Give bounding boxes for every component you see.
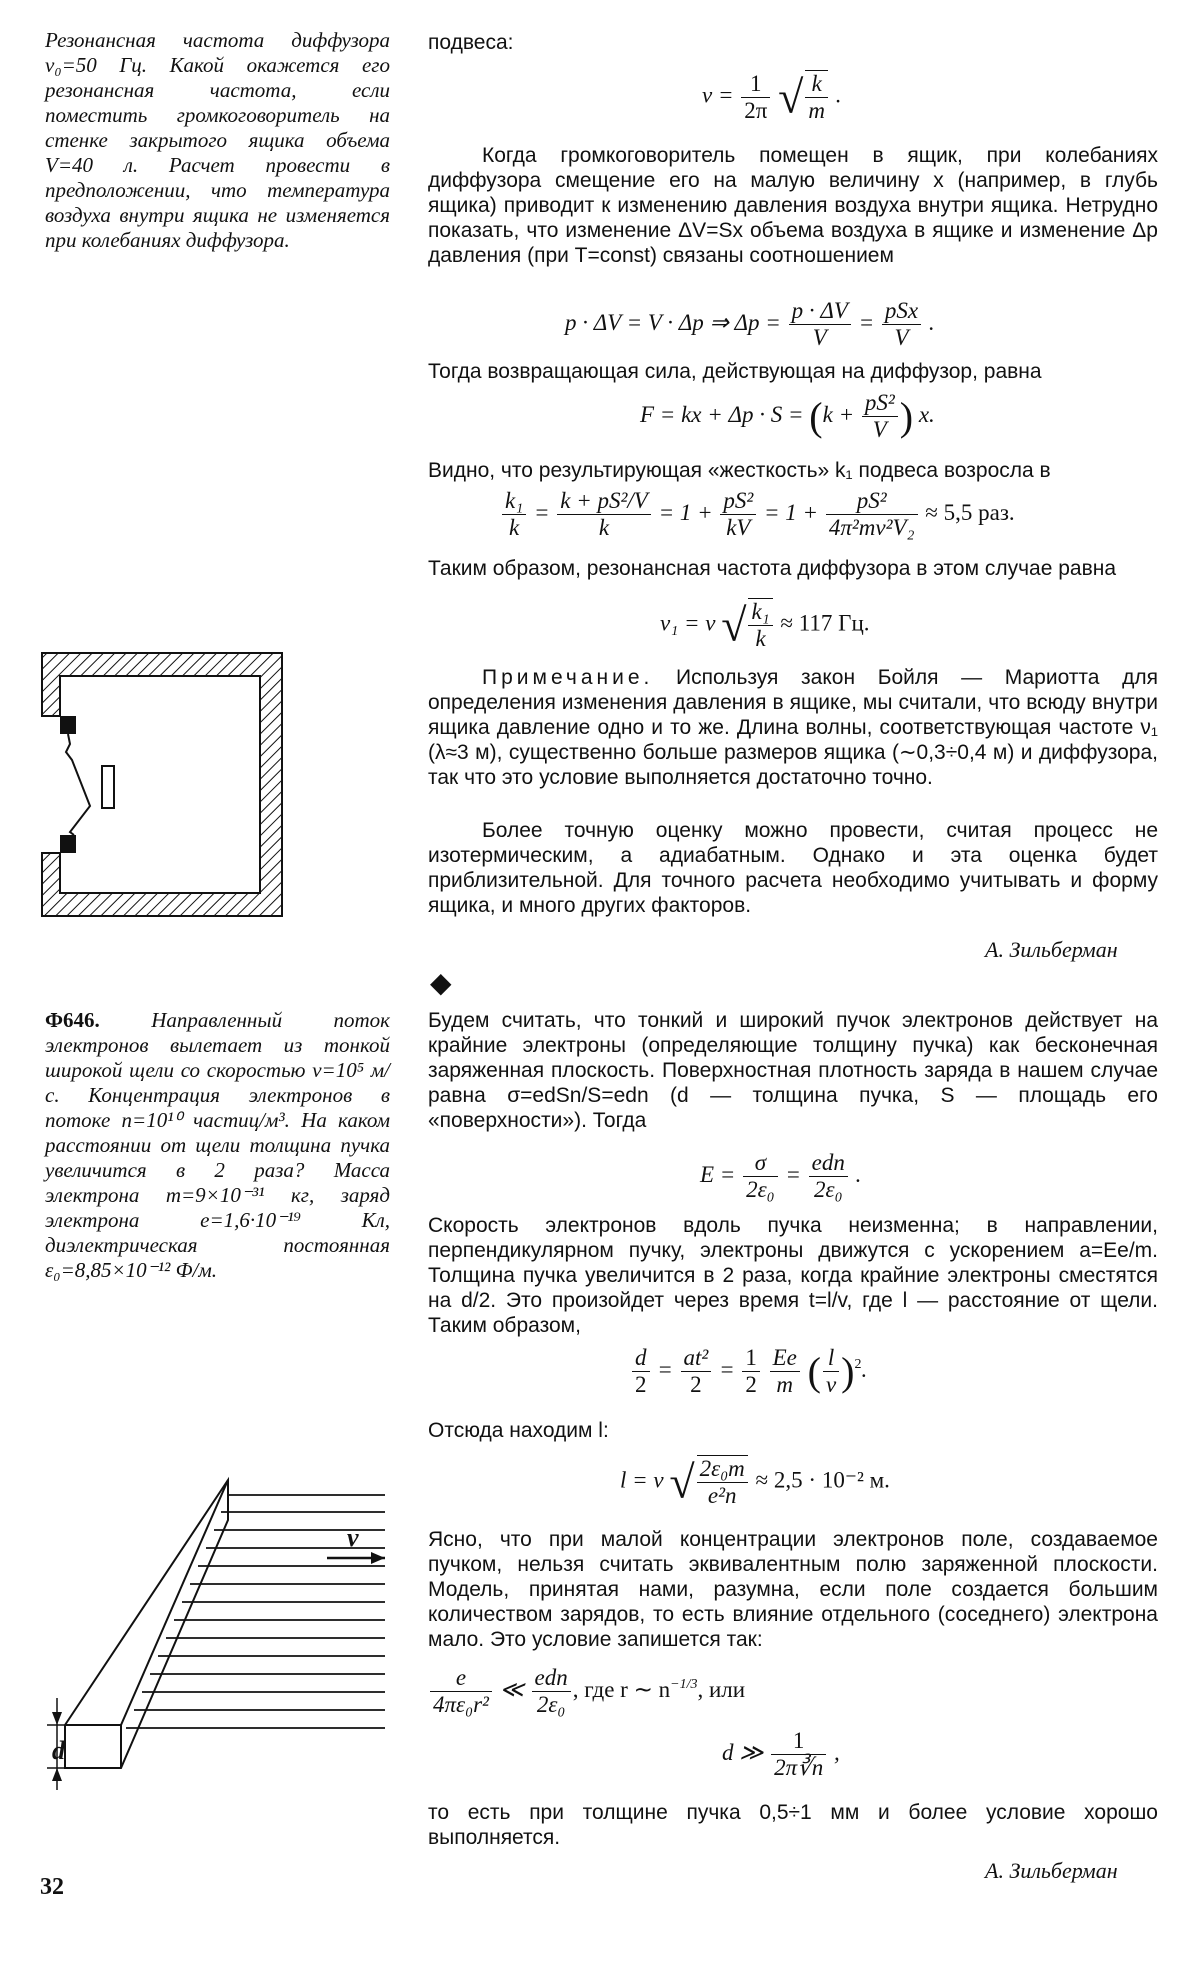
equation-distance: l = v √ $\frac{\text{2ε₀m}}{\text{e²n}}$ ≈ 2,5 · 10⁻² м. bbox=[620, 1456, 890, 1508]
page-number: 32 bbox=[40, 1874, 64, 1900]
problem-statement-resonance: Резонансная частота диффузора ν₀=50 Гц. Какой окажется его резонансная частота, если поместить громкоговоритель на стенке закрытого ящика объема V=40 л. Расчет провести в предположении, что температура воздуха внутри ящика не изменяется при колебаниях диффузора. bbox=[45, 28, 390, 252]
top-word: подвеса: bbox=[428, 31, 514, 54]
equation-nu1: ν₁ = ν √ $\frac{\text{k₁}}{k}$ ≈ 117 Гц. bbox=[660, 599, 870, 651]
paragraph-conclusion: то есть при толщине пучка 0,5÷1 мм и более условие хорошо выполняется. bbox=[428, 1801, 1158, 1849]
paragraph-acceleration: Скорость электронов вдоль пучка неизменна; в направлении, перпендикулярном пучку, электроны движутся с ускорением a=Ee/m. Толщина пучка увеличится в 2 раза, когда крайние электроны сместятся на d/2. Это произойдет через время t=l/v, где l — расстояние от щели. Таким образом, bbox=[428, 1214, 1158, 1337]
equation-displacement: $\frac{d}{2}$ = $\frac{\text{at²}}{2}$ = $\frac{1}{2}$ $\frac{Ee}{m}$ ( $\frac{l}{v}$ )$^2$. bbox=[630, 1345, 867, 1398]
paragraph-note: Примечание. Используя закон Бойля — Мариотта для определения изменения давления в ящике, мы считали, что всюду внутри ящика давление одно и то же. Длина волны, соответствующая частоте ν₁ (λ≈3 м), существенно больше размеров ящика (∼0,3÷0,4 м) и диффузора, так что это условие выполняется достаточно точно. bbox=[428, 666, 1158, 789]
equation-stiffness-ratio: $\frac{\text{k₁}}{k}$ = $\frac{\text{k + pS²/V}}{k}$ = 1 + $\frac{\text{pS²}}{kV}$ = 1 + $\frac{\text{pS²}}{\text{4π²mν²V₂}}$ ≈ 5,5 раз. bbox=[500, 488, 1015, 541]
paragraph-adiabatic: Более точную оценку можно провести, считая процесс не изотермическим, а адиабатным. Однако и эта оценка будет приблизительной. Для точного расчета необходимо учитывать и форму ящика, и много других факторов. bbox=[428, 819, 1158, 917]
paragraph-resonance-result: Таким образом, резонансная частота диффузора в этом случае равна bbox=[428, 557, 1117, 580]
equation-thickness-bound: d ≫ $\frac{1}{2\pi∛n}$ , bbox=[722, 1728, 840, 1780]
speaker-box-figure bbox=[40, 648, 320, 928]
paragraph-find-l: Отсюда находим l: bbox=[428, 1419, 609, 1442]
equation-field: E = $\frac{\sigma}{\text{2ε₀}}$ = $\frac{\text{edn}}{\text{2ε₀}}$ . bbox=[700, 1150, 862, 1202]
equation-condition: $\frac{e}{\text{4πε₀r²}}$ ≪ $\frac{\text{edn}}{\text{2ε₀}}$ , где r ∼ $n^{-1/3}$, или bbox=[428, 1665, 745, 1718]
velocity-label: v bbox=[347, 1523, 359, 1552]
paragraph-force: Тогда возвращающая сила, действующая на диффузор, равна bbox=[428, 360, 1042, 383]
thickness-label: d bbox=[52, 1736, 65, 1765]
paragraph-stiffness: Видно, что результирующая «жесткость» k₁ подвеса возросла в bbox=[428, 459, 1051, 482]
paragraph-box-pressure: Когда громкоговоритель помещен в ящик, при колебаниях диффузора смещение его на малую величину x (например, в глубь ящика) приводит к изменению давления воздуха внутри ящика. Нетрудно показать, что изменение ΔV=Sx объема воздуха в ящике и изменение Δp давления (при T=const) связаны соотношением bbox=[428, 144, 1158, 267]
electron-beam-figure bbox=[45, 1450, 405, 1790]
paragraph-electron-plane: Будем считать, что тонкий и широкий пучок электронов действует на крайние электроны (определяющие толщину пучка) как бесконечная заряженная плоскость. Поверхностная плотность заряда в нашем случае равна σ=edSn/S=edn (d — толщина пучка, S — площадь его «поверхности»). Тогда bbox=[428, 1009, 1158, 1132]
author-signature-1: А. Зильберман bbox=[985, 937, 1118, 962]
paragraph-model-validity: Ясно, что при малой концентрации электронов поле, создаваемое пучком, нельзя считать эквивалентным полю заряженной плоскости. Модель, принятая нами, разумна, если поле создается большим количеством зарядов, то есть влияние отдельного (соседнего) электрона мало. Это условие запишется так: bbox=[428, 1528, 1158, 1651]
problem-statement-electrons: Ф646. Направленный поток электронов вылетает из тонкой широкой щели со скоростью v=10⁵ м/с. Концентрация электронов в потоке n=10¹⁰ частиц/м³. На каком расстоянии от щели толщина пучка увеличится в 2 раза? Масса электрона m=9×10⁻³¹ кг, заряд электрона e=1,6·10⁻¹⁹ Кл, диэлектрическая постоянная ε₀=8,85×10⁻¹² Ф/м. bbox=[45, 1008, 390, 1282]
section-separator: ◆ bbox=[430, 967, 452, 998]
equation-nu: ν = $\frac{1}{2\pi}$ √ $\frac{k}{m}$ . bbox=[702, 70, 842, 123]
equation-boyle: p · ΔV = V · Δp ⇒ Δp = $\frac{p \cdot \Delta V}{V}$ = $\frac{\text{pSx}}{V}$ . bbox=[565, 298, 935, 350]
problem-number: Ф646. bbox=[45, 1008, 100, 1032]
equation-force: F = kx + Δp · S = (k + $\frac{\text{pS²}}{V}$ ) x. bbox=[640, 390, 935, 442]
author-signature-2: А. Зильберман bbox=[985, 1858, 1118, 1883]
